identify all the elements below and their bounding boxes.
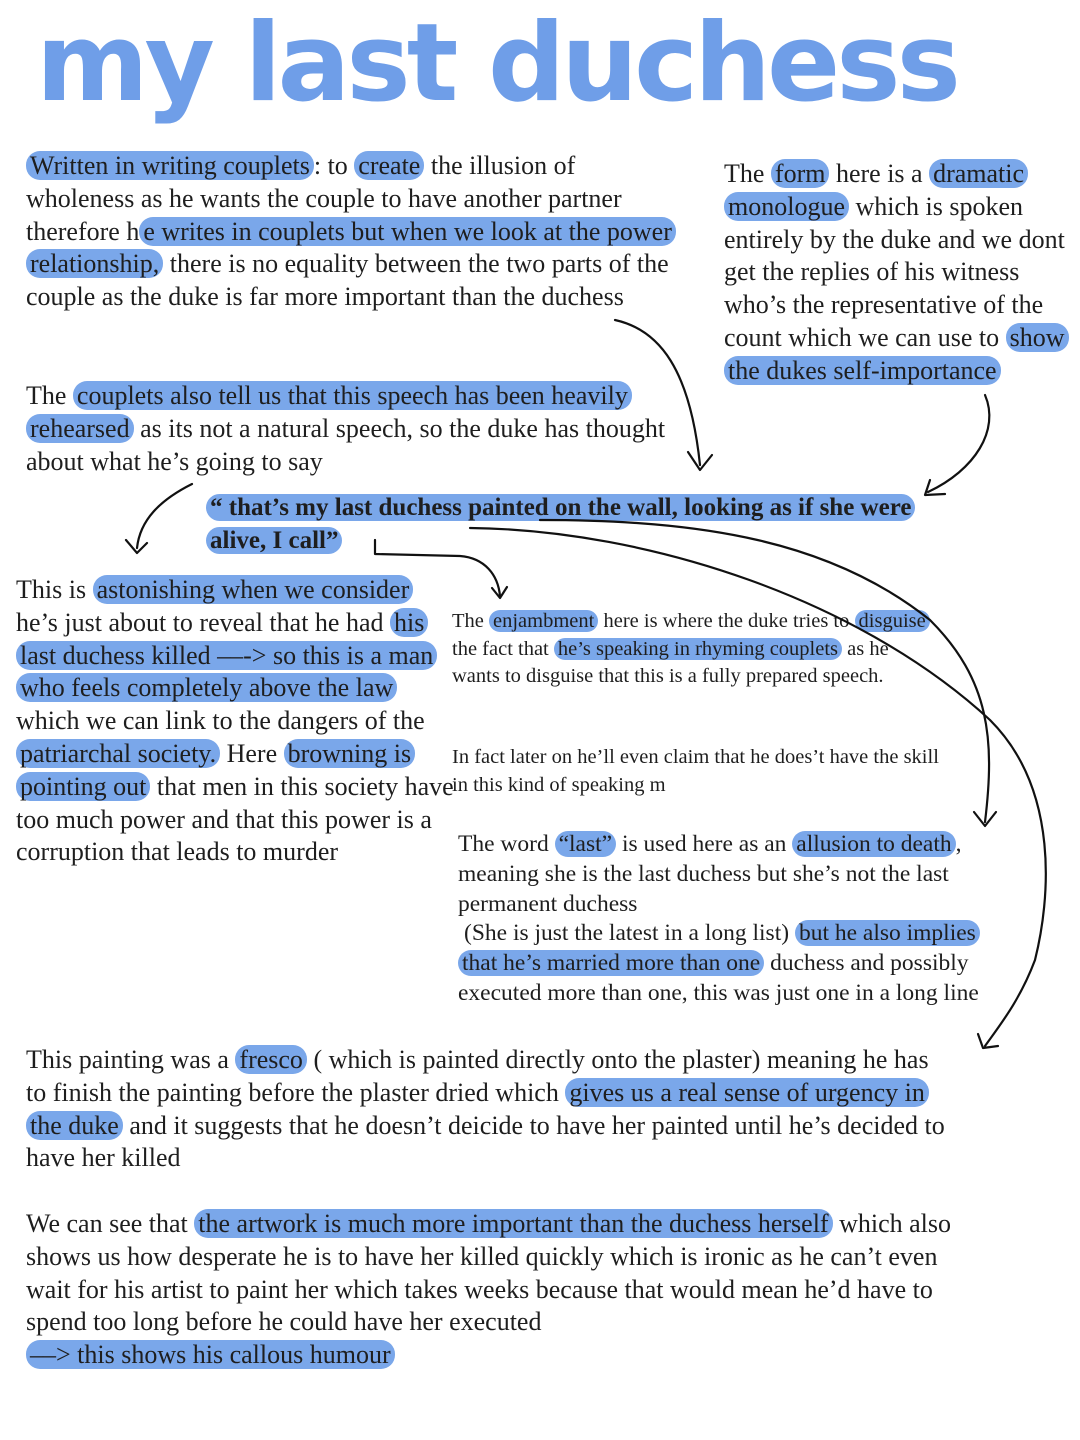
text: as he wants to disguise that this is a fully prepared speech.: [452, 637, 889, 687]
quote: [206, 492, 926, 557]
text: is used here as an: [616, 831, 793, 857]
highlight: but he also implies that he’s married more than one: [458, 920, 980, 976]
skill-note: In fact later on he’ll even claim that he does’t have the skill in this kind of speaking m: [452, 746, 939, 796]
text: here is where the duke tries to: [598, 610, 855, 632]
highlight: disguise: [855, 610, 930, 632]
text: The: [724, 159, 771, 188]
highlight: fresco: [235, 1045, 307, 1074]
couplets-note: [26, 150, 686, 314]
page-title: my last duchess: [36, 1, 957, 126]
text: This is: [16, 575, 93, 604]
text: duchess and possibly executed more than one, this was just one in a long line: [458, 950, 979, 1006]
text: which we can link to the dangers of the: [16, 706, 425, 736]
text: The: [26, 381, 73, 410]
arrow-icon: [925, 395, 989, 495]
highlight: he’s speaking in rhyming couplets: [554, 638, 842, 660]
text: and it suggests that he doesn’t deicide to have her painted until he’s decided to have her killed: [26, 1110, 945, 1173]
fresco-note: [26, 1044, 946, 1175]
text: Here: [220, 738, 284, 768]
text: here is a: [829, 159, 930, 188]
highlight: create: [354, 151, 424, 180]
highlight: dramatic monologue: [724, 159, 1028, 221]
text: as its not a natural speech, so the duke has thought about what he’s going to say: [26, 413, 666, 476]
artwork-note: [26, 1208, 956, 1372]
highlight: show the dukes self-importance: [724, 323, 1069, 385]
highlight: “ that’s my last duchess painted on the wall, looking as if she were alive, I call”: [206, 494, 915, 554]
highlight: the artwork is much more important than the duchess herself: [194, 1209, 832, 1238]
text: , meaning she is the last duchess but she’s not the last permanent duchess: [458, 831, 962, 917]
highlight: his last duchess killed ––-> so this is a man who feels completely above the law: [16, 608, 437, 703]
highlight: ––> this shows his callous humour: [26, 1340, 395, 1369]
highlight: enjambment: [489, 610, 598, 632]
highlight: browning is pointing out: [16, 739, 415, 801]
text: the illusion of wholeness as he wants the couple to have another partner therefore h: [26, 151, 622, 246]
text: ( which is painted directly onto the plaster) meaning he has to finish the painting before the plaster dried which: [26, 1045, 929, 1107]
highlight: gives us a real sense of urgency in the duke: [26, 1078, 929, 1140]
text: The word: [458, 831, 555, 857]
highlight: allusion to death: [792, 831, 955, 857]
arrow-icon: [126, 484, 192, 553]
text: he’s just about to reveal that he had: [16, 607, 391, 637]
text: which also shows us how desperate he is to have her killed quickly which is ironic as he can’t even wait for his artist to paint her which takes weeks because that would mean he’d have to spend too long before he could have her executed: [26, 1209, 952, 1337]
highlight: Written in writing couplets: [26, 151, 314, 180]
text: : to: [313, 151, 355, 180]
enjambment-note: [452, 608, 932, 691]
form-note: [724, 158, 1074, 388]
text: We can see that: [26, 1209, 195, 1238]
text: (She is just the latest in a long list): [464, 920, 795, 947]
highlight: “last”: [555, 831, 617, 857]
highlight: patriarchal society.: [16, 739, 220, 768]
text: The: [452, 610, 489, 632]
highlight: astonishing when we consider: [93, 575, 414, 604]
highlight: form: [771, 159, 830, 188]
astonishing-note: [16, 574, 456, 869]
text: there is no equality between the two parts of the couple as the duke is far more important than the duchess: [26, 249, 669, 312]
highlight: couplets also tell us that this speech has been heavily rehearsed: [26, 381, 632, 443]
text: This painting was a: [26, 1045, 236, 1074]
text: the fact that: [452, 637, 554, 660]
last-word-note: [458, 830, 998, 1009]
highlight: e writes in couplets but when we look at the power relationship,: [26, 217, 676, 279]
text: that men in this society have too much power and that this power is a corruption that leads to murder: [16, 771, 454, 867]
rehearsed-note: [26, 380, 686, 478]
text: which is spoken entirely by the duke and we dont get the replies of his witness who’s the representative of the count which we can use to: [724, 191, 1065, 352]
